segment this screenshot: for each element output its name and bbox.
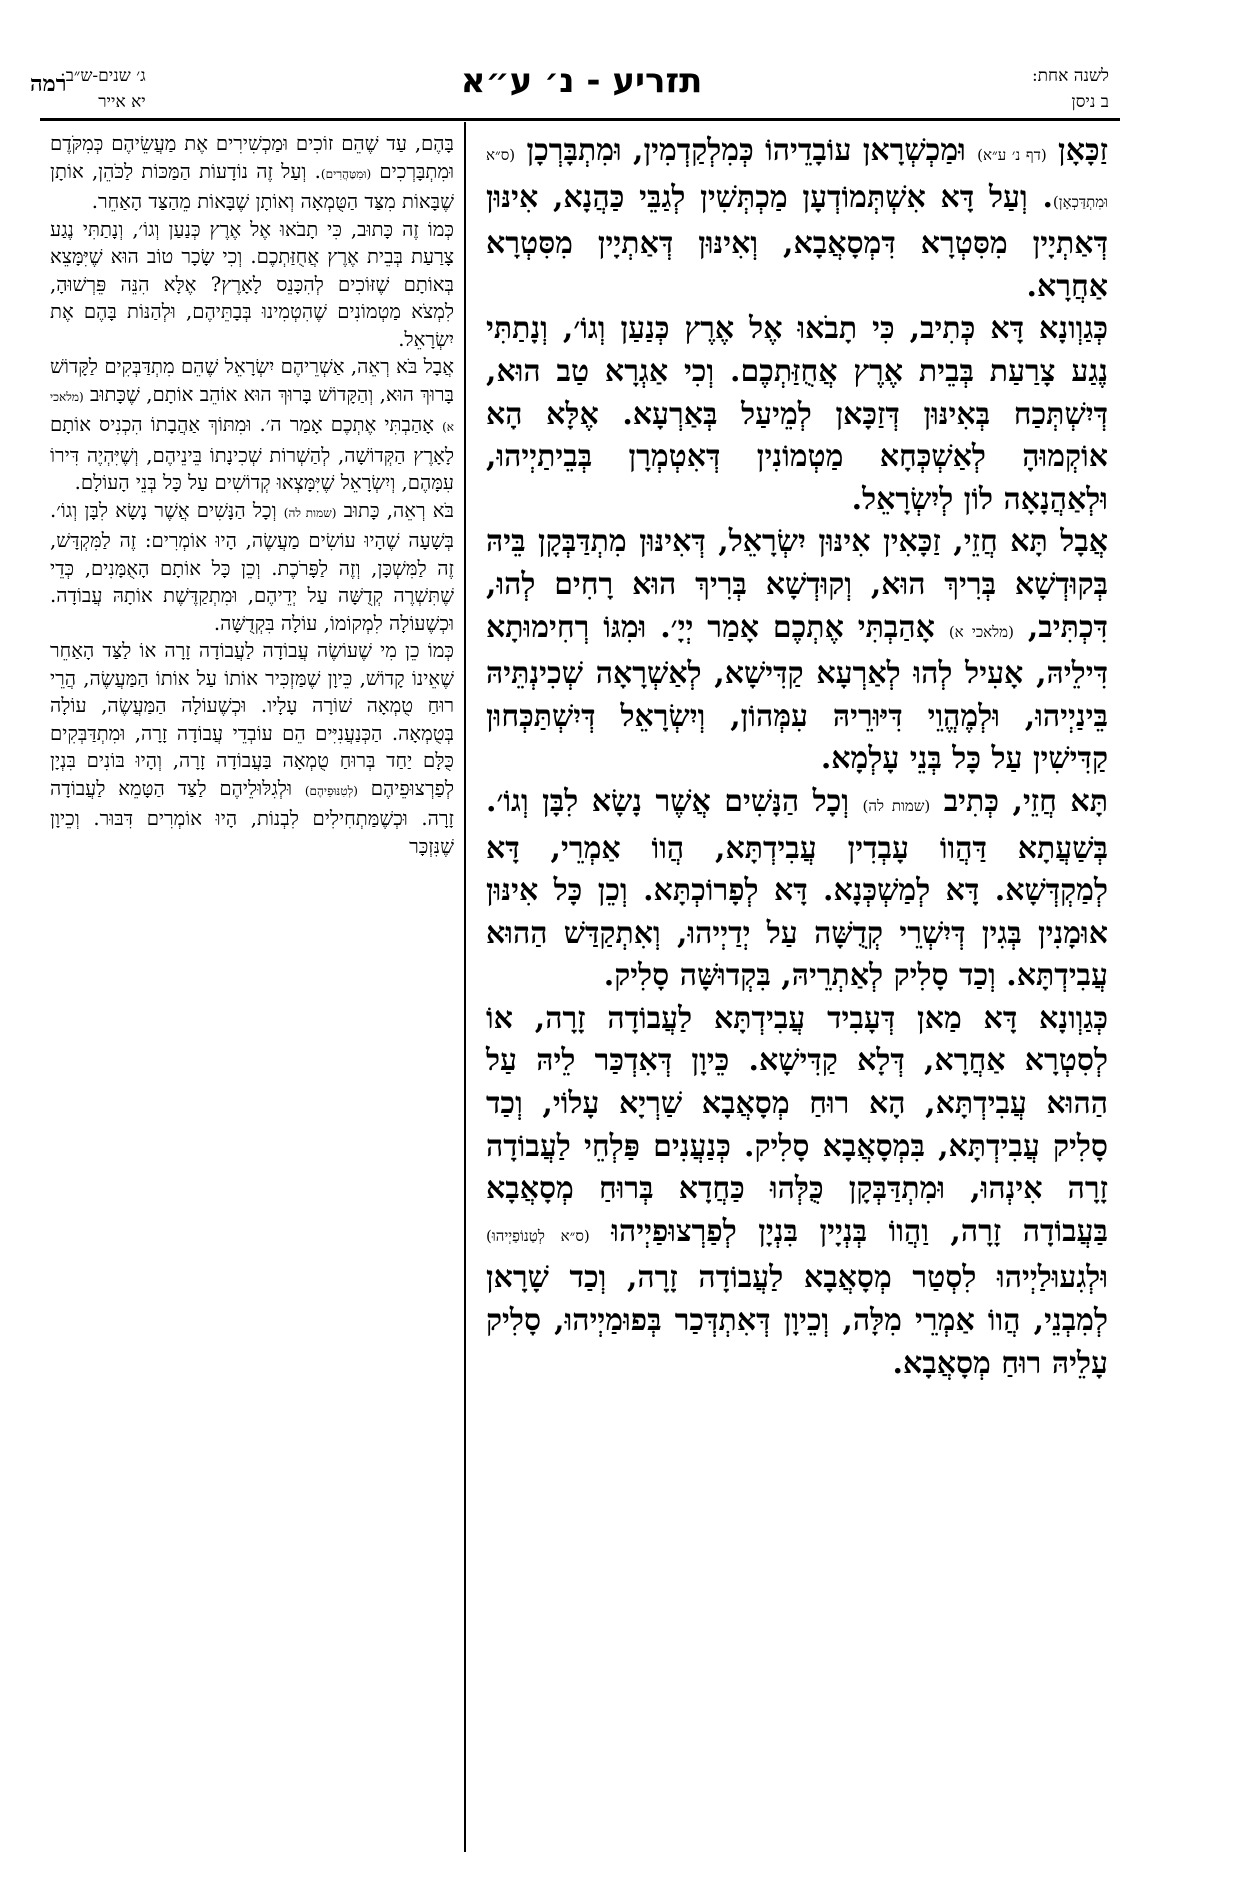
text-run: כְּגַוְונָא דָּא מַאן דְּעָבִיד עֲבִידְתָּא לַעֲבוֹדָה זָרָה, אוֹ לְסִטְרָא אַחֲרָא, דְּלָא קַדִּישָׁא. כֵּיוָן דְּאִדְכַּר לֵיהּ עַל הַהוּא עֲבִידְתָּא, הָא רוּחַ מְסָאֲבָא שַׁרְיָא עָלוֹי, וְכַד סָלִיק עֲבִידְתָּא, בִּמְסָאֲבָא סָלִיק. כְּנַעֲנִים פַּלְחֵי לַעֲבוֹדָה זָרָה אִינְהוּ, וּמִתְדַּבְּקָן כֻּלְּהוּ כַּחֲדָא בְּרוּחַ מְסָאֲבָא בַּעֲבוֹדָה זָרָה, וַהֲווֹ בְּנְיָין בִּנְיָן לְפַרְצוּפַיְיהוּ	[486, 1000, 1108, 1249]
column-divider	[464, 122, 466, 1852]
main-paragraph	[486, 998, 1108, 1385]
citation-reference: (וּמִטַּהֲרִים)	[320, 166, 372, 181]
schedule-three-years-date: יא אייר	[98, 92, 146, 112]
citation-reference: (מלאכי א)	[50, 389, 454, 434]
text-run: וְכָל הַנָּשִׁים אֲשֶׁר נָשָׂא לִבָּן וְגוֹ׳. בְּשַׁעֲתָא דַּהֲווֹ עָבְדִין עֲבִידְתָּא, הֲווֹ אַמְרֵי, דָּא לְמַקְדְּשָׁא. דָּא לְמַשְׁכְּנָא. דָּא לְפָרוֹכְתָּא. וְכֵן כָּל אִינּוּן אוּמָנִין בְּגִין דְּיִשְׁרֵי קְדֻשָּׁה עַל יְדַיְיהוּ, וְאִתְקַדַּשׁ הַהוּא עֲבִידְתָּא. וְכַד סָלִיק לְאַתְרֵיהּ, בִּקְדוּשָּׁה סָלִיק.	[486, 783, 1108, 994]
text-run: בָּהֶם, עַד שֶׁהֵם זוֹכִים וּמַכְשִׁירִים אֶת מַעֲשֵׂיהֶם כְּמִקֹּדֶם וּמִתְבָּרְכִים	[50, 132, 454, 183]
page-header	[30, 55, 1119, 125]
citation-reference: (ס״א לְטַנוֹפַיְיהוּ)	[486, 1226, 590, 1245]
page-title: תזריע - נ׳ ע״א	[460, 61, 703, 101]
text-run: כְּגַוְונָא דָּא כְּתִיב, כִּי תָבֹאוּ אֶל אֶרֶץ כְּנַעַן וְגוֹ׳, וְנָתַתִּי נֶגַע צָרַעַת בְּבֵית אֶרֶץ אֲחֻזַּתְכֶם. וְכִי אַגְרָא טַב הוּא, דְּיִשְׁתְּכַח בְּאִינּוּן דְּזַכָּאן לְמֵיעַל בְּאַרְעָא. אֶלָּא הָא אוֹקְמוּהָ לְאַשְׁכְּחָא מַטְמוֹנִין דְּאִטְמְרָן בְּבֵיתַיְיהוּ, וּלְאַהֲנָאָה לוֹן לְיִשְׂרָאֵל.	[486, 311, 1108, 517]
citation-reference: (ס״א וּמִתְדַּכְאָן)	[486, 146, 1108, 211]
header-rule	[40, 118, 1120, 121]
main-paragraph	[486, 308, 1108, 521]
text-run: . וְעַל זֶה נוֹדָעוֹת הַמַּכּוֹת לַכֹּהֵן, אוֹתָן שֶׁבָּאוֹת מִצַּד הַטֻּמְאָה וְאוֹתָן שֶׁבָּאוֹת מֵהַצַּד הָאַחֵר.	[50, 159, 454, 213]
text-run: וּלְגִעוּלַיְיהוּ לִסְטַר מְסָאֲבָא לַעֲבוֹדָה זָרָה, וְכַד שָׁרָאן לְמִבְנֵי, הֲווֹ אַמְרֵי מִלָּה, וְכֵיוָן דְּאִתְדְּכַר בְּפוּמַיְיהוּ, סָלִיק עָלֵיהּ רוּחַ מְסָאֲבָא.	[486, 1260, 1108, 1381]
citation-reference: (דף נ׳ ע״א)	[977, 146, 1047, 164]
text-run: אֲבָל בֹּא רְאֵה, אַשְׁרֵיהֶם יִשְׂרָאֵל שֶׁהֵם מִתְדַּבְּקִים לַקָּדוֹשׁ בָּרוּךְ הוּא, וְהַקָּדוֹשׁ בָּרוּךְ הוּא אוֹהֵב אוֹתָם, שֶׁכָּתוּב	[50, 355, 454, 406]
translation-paragraph	[50, 216, 454, 354]
text-run: זַכָּאָן	[1046, 133, 1108, 168]
main-paragraph	[486, 521, 1108, 781]
main-paragraph	[486, 781, 1108, 998]
schedule-one-year-date: ב ניסן	[1071, 92, 1109, 112]
text-run: וּמַכְשְׁרָאן עוֹבָדֵיהוֹ כְּמִלְקַדְמִין, וּמִתְבָּרְכָן	[515, 133, 978, 168]
text-run: כְּמוֹ זֶה כָּתוּב, כִּי תָבֹאוּ אֶל אֶרֶץ כְּנַעַן וְגוֹ׳, וְנָתַתִּי נֶגַע צָרַעַת בְּבֵית אֶרֶץ אֲחֻזַּתְכֶם. וְכִי שָׂכָר טוֹב הוּא שֶׁיִּמָּצֵא בְּאוֹתָם שֶׁזּוֹכִים לְהִכָּנֵס לָאָרֶץ? אֶלָּא הִנֵּה פֵּרְשׁוּהָ, לִמְצֹא מַטְמוֹנִים שֶׁהִטְמִינוּ בְּבָתֵּיהֶם, וּלְהַנּוֹת בָּהֶם אֶת יִשְׂרָאֵל.	[50, 217, 454, 351]
citation-reference: (שמות לה)	[862, 796, 931, 815]
page-number-marker: רמה	[30, 71, 67, 97]
schedule-one-year-label: לשנה אחת:	[1031, 66, 1109, 86]
text-run: . וְעַל דָּא אִשְׁתְּמוֹדְעָן מַכְתְּשִׁין לְגַבֵּי כַּהֲנָא, אִינּוּן דְּאַתְיָין מִסִּטְרָא דִּמְסָאֲבָא, וְאִינּוּן דְּאַתְיָין מִסִּטְרָא אַחֲרָא.	[486, 179, 1108, 304]
text-run: בֹּא רְאֵה, כָּתוּב	[336, 498, 454, 522]
text-run: אָהַבְתִּי אֶתְכֶם אָמַר ה׳. וּמִתּוֹךְ אַהֲבָתוֹ הִכְנִיס אוֹתָם לָאָרֶץ הַקְּדוֹשָׁה, לְהַשְׁרוֹת שְׁכִינָתוֹ בֵּינֵיהֶם, וְשֶׁיִּהְיֶה דִּירוֹ עִמָּהֶם, וְיִשְׂרָאֵל שֶׁיִּמָּצְאוּ קְדוֹשִׁים עַל כָּל בְּנֵי הָעוֹלָם.	[50, 413, 454, 494]
translation-paragraph	[50, 497, 454, 638]
text-run: תָּא חֲזֵי, כְּתִיב	[930, 783, 1108, 819]
text-run: אֲבָל תָּא חֲזֵי, זַכָּאִין אִינּוּן יִשְׂרָאֵל, דְּאִינּוּן מִתְדַּבְּקָן בֵּיהּ בְּקוּדְשָׁא בְּרִיךְ הוּא, וְקוּדְשָׁא בְּרִיךְ הוּא רָחִים לְהוּ, דִּכְתִּיב,	[486, 524, 1108, 645]
text-run: אָהַבְתִּי אֶתְכֶם אָמַר יְיָ׳. וּמִגּוֹ רְחִימוּתָא דִּילֵיהּ, אָעִיל לְהוּ לְאַרְעָא קַדִּישָׁא, לְאַשְׁרָאָה שְׁכִינְתֵּיהּ בֵּינַיְיהוּ, וּלְמֶהֱוֵי דִּיּוּרֵיהּ עִמְּהוֹן, וְיִשְׂרָאֵל דְּיִשְׁתַּכְּחוּן קַדִּישִׁין עַל כָּל בְּנֵי עָלְמָא.	[486, 609, 1108, 777]
text-run: כְּמוֹ כֵן מִי שֶׁעוֹשֶׂה עֲבוֹדָה לַעֲבוֹדָה זָרָה אוֹ לַצַּד הָאַחֵר שֶׁאֵינוֹ קָדוֹשׁ, כֵּיוָן שֶׁמַּזְכִּיר אוֹתוֹ עַל אוֹתוֹ הַמַּעֲשֶׂה, הֲרֵי רוּחַ טֻמְאָה שׁוֹרָה עָלָיו. וּכְשֶׁעוֹלָה הַמַּעֲשֶׂה, עוֹלָה בְּטֻמְאָה. הַכְּנַעֲנִיִּים הֵם עוֹבְדֵי עֲבוֹדָה זָרָה, וּמִתְדַּבְּקִים כֻּלָּם יַחַד בְּרוּחַ טֻמְאָה בַּעֲבוֹדָה זָרָה, וְהָיוּ בּוֹנִים בִּנְיָן לְפַרְצוּפֵיהֶם	[50, 639, 454, 800]
schedule-three-years-label: ג׳ שנים-ש״ב:	[60, 66, 146, 86]
schedule-three-years	[60, 63, 146, 115]
translation-paragraph	[50, 353, 454, 497]
main-paragraph	[486, 130, 1108, 308]
translation-paragraph	[50, 130, 454, 216]
translation-paragraph	[50, 637, 454, 860]
citation-reference: (מלאכי א)	[948, 622, 1014, 641]
citation-reference: (לְטִנּוּפֵיהֶם)	[304, 783, 358, 798]
text-run: וּלְגִלּוּלֵיהֶם לַצַּד הַטָּמֵא לַעֲבוֹדָה זָרָה. וּכְשֶׁמַּתְחִילִים לִבְנוֹת, הָיוּ אוֹמְרִים דִּבּוּר. וְכֵיוָן שֶׁנִּזְכָּר	[50, 776, 454, 858]
aramaic-text-column	[486, 130, 1108, 1385]
text-run: וְכָל הַנָּשִׁים אֲשֶׁר נָשָׂא לִבָּן וְגוֹ׳. בְּשָׁעָה שֶׁהָיוּ עוֹשִׂים מַעֲשֶׂה, הָיוּ אוֹמְרִים: זֶה לַמִּקְדָּשׁ, זֶה לַמִּשְׁכָּן, וְזֶה לַפָּרֹכֶת. וְכֵן כָּל אוֹתָם הָאֻמָּנִים, כְּדֵי שֶׁתִּשְׁרֶה קְדֻשָּׁה עַל יְדֵיהֶם, וּמִתְקַדֶּשֶׁת אוֹתָהּ עֲבוֹדָה. וּכְשֶׁעוֹלָה לִמְקוֹמוֹ, עוֹלָה בִּקְדֻשָּׁה.	[50, 498, 454, 635]
citation-reference: (שמות לה)	[283, 505, 337, 520]
hebrew-translation-column	[50, 130, 454, 860]
